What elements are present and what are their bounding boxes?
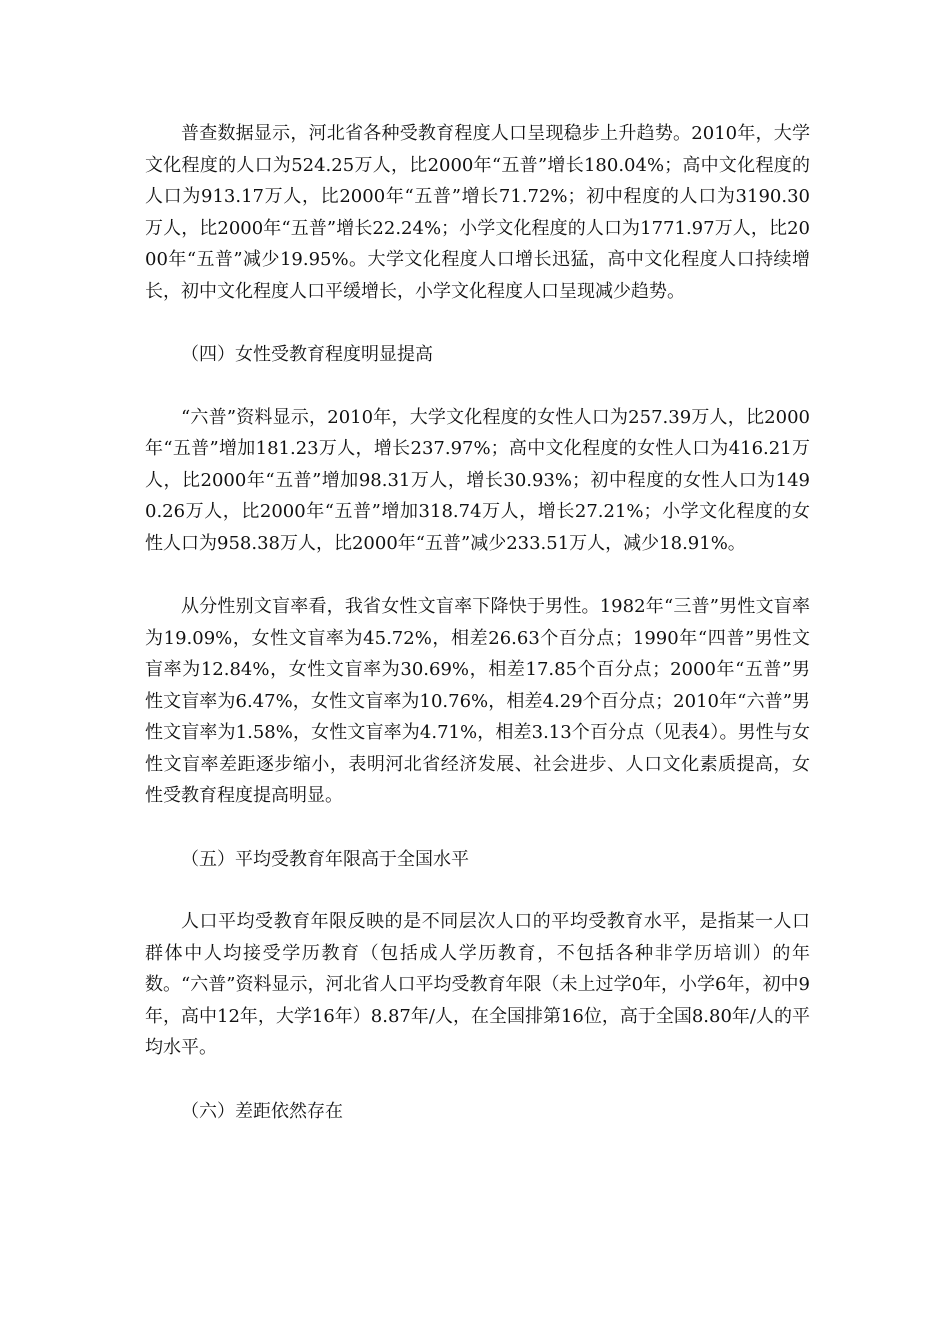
paragraph-spacer [145,307,810,339]
paragraph-female-education: “六普”资料显示，2010年，大学文化程度的女性人口为257.39万人，比2000年“五普”增加181.23万人，增长237.97%；高中文化程度的女性人口为416.21万人，比2000年“五普”增加98.31万人，增长30.93%；初中程度的女性人口为1490.26万人，比2000年“五普”增加318.74万人，增长27.21%；小学文化程度的女性人口为958.38万人，比2000年“五普”减少233.51万人，减少18.91%。 [145,406,810,554]
heading-spacer [145,371,810,402]
heading-spacer [145,875,810,906]
paragraph-education-growth: 普查数据显示，河北省各种受教育程度人口呈现稳步上升趋势。2010年，大学文化程度的人口为524.25万人，比2000年“五普”增长180.04%；高中文化程度的人口为913.17万人，比2000年“五普”增长71.72%；初中程度的人口为3190.30万人，比2000年“五普”增长22.24%；小学文化程度的人口为1771.97万人，比2000年“五普”减少19.95%。大学文化程度人口增长迅猛，高中文化程度人口持续增长，初中文化程度人口平缓增长，小学文化程度人口呈现减少趋势。 [145,123,810,302]
section-heading-female-education: （四）女性受教育程度明显提高 [181,344,433,365]
paragraph-spacer [145,1064,810,1096]
paragraph-spacer [145,559,810,591]
paragraph-average-years: 人口平均受教育年限反映的是不同层次人口的平均受教育水平，是指某一人口群体中人均接受学历教育（包括成人学历教育，不包括各种非学历培训）的年数。“六普”资料显示，河北省人口平均受教育年限（未上过学0年，小学6年，初中9年，高中12年，大学16年）8.87年/人，在全国排第16位，高于全国8.80年/人的平均水平。 [145,911,810,1058]
section-heading-average-years: （五）平均受教育年限高于全国水平 [181,848,469,870]
document-page [145,118,810,1127]
section-heading-gap-remains: （六）差距依然存在 [181,1100,343,1122]
paragraph-spacer [145,812,810,844]
paragraph-illiteracy-by-gender: 从分性别文盲率看，我省女性文盲率下降快于男性。1982年“三普”男性文盲率为19.09%，女性文盲率为45.72%，相差26.63个百分点；1990年“四普”男性文盲率为12.84%，女性文盲率为30.69%，相差17.85个百分点；2000年“五普”男性文盲率为6.47%，女性文盲率为10.76%，相差4.29个百分点；2010年“六普”男性文盲率为1.58%，女性文盲率为4.71%，相差3.13个百分点（见表4）。男性与女性文盲率差距逐步缩小，表明河北省经济发展、社会进步、人口文化素质提高，女性受教育程度提高明显。 [145,596,810,806]
